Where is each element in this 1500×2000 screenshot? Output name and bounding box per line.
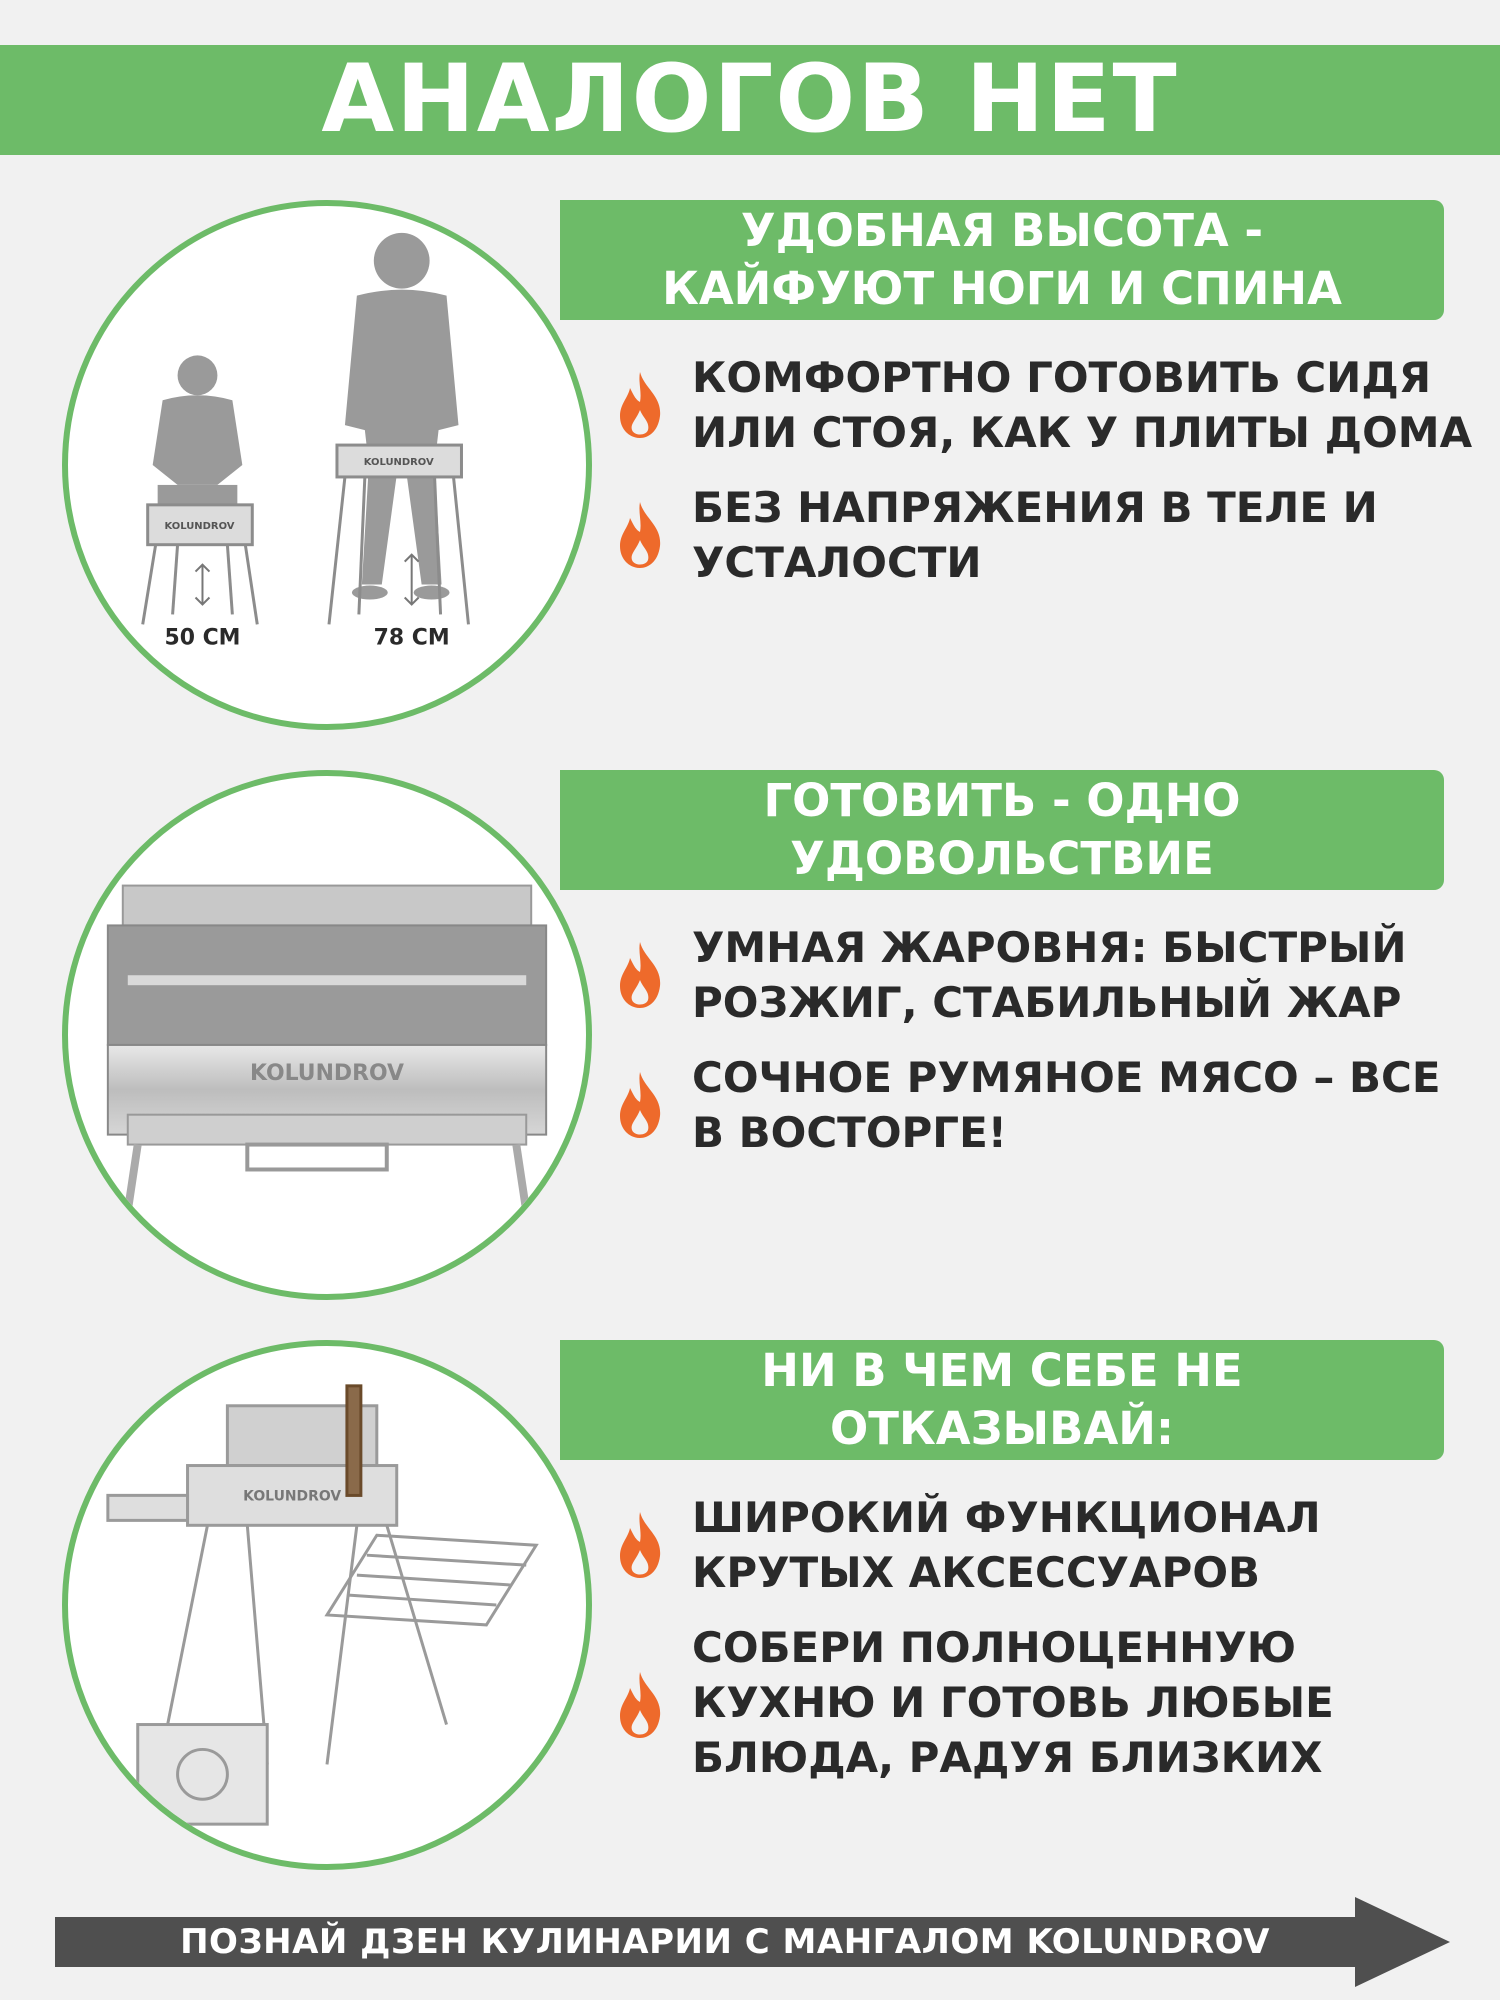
bullet-text: [692, 920, 1407, 1030]
height-arrow-low: [196, 565, 210, 605]
section-heading: [560, 770, 1444, 890]
bullet-list: [610, 1490, 1490, 1805]
flame-icon: [610, 500, 670, 570]
bullet-text: [692, 1050, 1441, 1160]
page-title: АНАЛОГОВ НЕТ: [321, 45, 1179, 154]
heading-line: КАЙФУЮТ НОГИ И СПИНА: [662, 262, 1342, 315]
bullet-list: [610, 350, 1490, 610]
flame-icon: [610, 940, 670, 1010]
section-heading: [560, 1340, 1444, 1460]
grill-brand: KOLUNDROV: [250, 1060, 404, 1086]
bullet-line: В ВОСТОРГЕ!: [692, 1108, 1007, 1157]
grill-brand: KOLUNDROV: [243, 1488, 342, 1505]
bullet-item: [610, 350, 1490, 460]
bullet-item: [610, 1490, 1490, 1600]
heading-line: ОТКАЗЫВАЙ:: [830, 1402, 1174, 1455]
flame-icon: [610, 1070, 670, 1140]
heading-line: НИ В ЧЕМ СЕБЕ НЕ: [761, 1344, 1243, 1397]
sitting-person-silhouette: [153, 355, 243, 504]
height-arrow-high: [405, 555, 419, 605]
flame-icon: [610, 370, 670, 440]
height-label-low: 50 СМ: [164, 625, 241, 651]
heading-line: УДОБНАЯ ВЫСОТА -: [740, 204, 1264, 257]
bullet-text: [692, 1490, 1321, 1600]
heading-line: ГОТОВИТЬ - ОДНО: [763, 774, 1241, 827]
bullet-item: [610, 920, 1490, 1030]
bullet-line: БЛЮДА, РАДУЯ БЛИЗКИХ: [692, 1733, 1323, 1782]
small-grill-brand: KOLUNDROV: [164, 520, 235, 532]
grill-accessories-illustration: [68, 1346, 586, 1864]
flame-icon: [610, 1670, 670, 1740]
tall-grill: [329, 445, 468, 624]
bullet-item: [610, 1050, 1490, 1160]
section-accessories: [0, 1330, 1500, 1880]
bullet-item: [610, 480, 1490, 590]
height-label-high: 78 СМ: [373, 625, 450, 651]
bullet-line: УМНАЯ ЖАРОВНЯ: БЫСТРЫЙ: [692, 923, 1407, 972]
bullet-line: СОЧНОЕ РУМЯНОЕ МЯСО – ВСЕ: [692, 1053, 1441, 1102]
bullet-line: КОМФОРТНО ГОТОВИТЬ СИДЯ: [692, 353, 1432, 402]
grill-with-accessories: [108, 1386, 536, 1824]
section-height: [0, 190, 1500, 740]
bullet-text: [692, 350, 1472, 460]
grill-accessories-image: [62, 1340, 592, 1870]
bullet-text: [692, 1620, 1334, 1785]
section-heading: [560, 200, 1444, 320]
tall-grill-brand: KOLUNDROV: [363, 457, 434, 468]
bullet-item: [610, 1620, 1490, 1785]
bullet-list: [610, 920, 1490, 1180]
grill-closeup-image: [62, 770, 592, 1300]
bullet-line: УСТАЛОСТИ: [692, 538, 982, 587]
flame-icon: [610, 1510, 670, 1580]
footer-text: ПОЗНАЙ ДЗЕН КУЛИНАРИИ С МАНГАЛОМ KOLUNDROV: [180, 1922, 1270, 1962]
bullet-line: ШИРОКИЙ ФУНКЦИОНАЛ: [692, 1493, 1321, 1542]
footer-arrow: [55, 1897, 1450, 1987]
height-comparison-image: [62, 200, 592, 730]
section-cooking: [0, 760, 1500, 1310]
bullet-line: КРУТЫХ АКСЕССУАРОВ: [692, 1548, 1261, 1597]
bullet-line: БЕЗ НАПРЯЖЕНИЯ В ТЕЛЕ И: [692, 483, 1378, 532]
heading-line: УДОВОЛЬСТВИЕ: [790, 832, 1214, 885]
bullet-line: КУХНЮ И ГОТОВЬ ЛЮБЫЕ: [692, 1678, 1334, 1727]
bullet-line: СОБЕРИ ПОЛНОЦЕННУЮ: [692, 1623, 1297, 1672]
grill-closeup-illustration: [68, 776, 586, 1294]
bullet-line: ИЛИ СТОЯ, КАК У ПЛИТЫ ДОМА: [692, 408, 1473, 457]
height-comparison-illustration: [68, 206, 586, 724]
bullet-text: [692, 480, 1378, 590]
title-banner: [0, 45, 1500, 155]
bullet-line: РОЗЖИГ, СТАБИЛЬНЫЙ ЖАР: [692, 978, 1402, 1027]
